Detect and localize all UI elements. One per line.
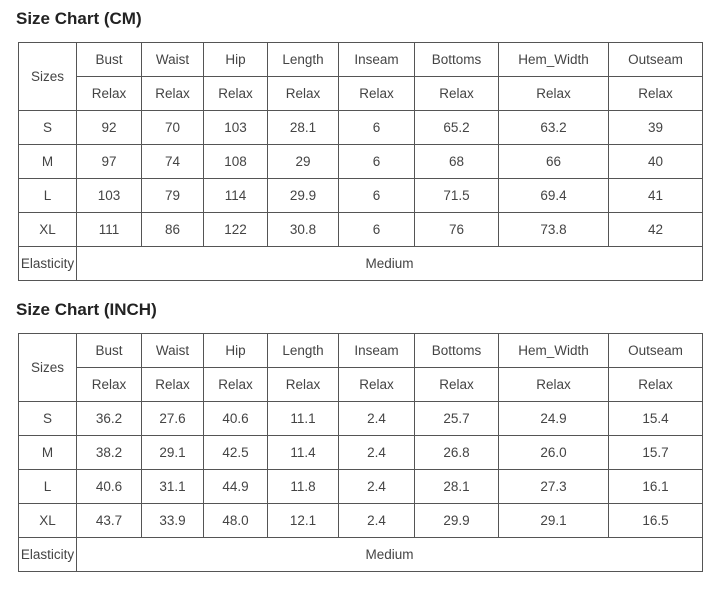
table-row	[19, 179, 703, 213]
measurement-header-cell: Bottoms	[415, 334, 499, 368]
measurement-value-cell: 73.8	[499, 213, 609, 247]
size-label-cell: XL	[19, 213, 77, 247]
measurement-value-cell: 16.1	[609, 470, 703, 504]
measurement-value-cell: 40.6	[77, 470, 142, 504]
measurement-value-cell: 92	[77, 111, 142, 145]
size-label-cell: S	[19, 402, 77, 436]
measurement-value-cell: 63.2	[499, 111, 609, 145]
measurement-value-cell: 122	[204, 213, 268, 247]
measurement-header-cell: Length	[268, 334, 339, 368]
fit-cell: Relax	[415, 77, 499, 111]
elasticity-label-cell: Elasticity	[19, 538, 77, 572]
measurement-header-cell: Hem_Width	[499, 43, 609, 77]
measurement-value-cell: 39	[609, 111, 703, 145]
elasticity-row	[19, 247, 703, 281]
measurement-value-cell: 41	[609, 179, 703, 213]
header-row	[19, 43, 703, 77]
table-row	[19, 402, 703, 436]
measurement-value-cell: 69.4	[499, 179, 609, 213]
fit-cell: Relax	[339, 77, 415, 111]
measurement-value-cell: 31.1	[142, 470, 204, 504]
measurement-header-cell: Waist	[142, 334, 204, 368]
size-chart-inch-table	[18, 333, 703, 572]
measurement-header-cell: Inseam	[339, 43, 415, 77]
elasticity-label-cell: Elasticity	[19, 247, 77, 281]
measurement-value-cell: 97	[77, 145, 142, 179]
size-label-cell: M	[19, 436, 77, 470]
measurement-value-cell: 27.3	[499, 470, 609, 504]
measurement-value-cell: 103	[77, 179, 142, 213]
measurement-value-cell: 15.4	[609, 402, 703, 436]
fit-cell: Relax	[339, 368, 415, 402]
measurement-value-cell: 2.4	[339, 470, 415, 504]
measurement-value-cell: 2.4	[339, 402, 415, 436]
size-chart-inch-title: Size Chart (INCH)	[16, 300, 157, 319]
elasticity-value-cell: Medium	[77, 247, 703, 281]
header-row	[19, 334, 703, 368]
fit-cell: Relax	[499, 77, 609, 111]
measurement-value-cell: 2.4	[339, 504, 415, 538]
fit-cell: Relax	[204, 77, 268, 111]
measurement-value-cell: 29.1	[142, 436, 204, 470]
sizes-header-cell: Sizes	[19, 334, 77, 402]
measurement-value-cell: 76	[415, 213, 499, 247]
measurement-header-cell: Bust	[77, 43, 142, 77]
measurement-value-cell: 28.1	[415, 470, 499, 504]
measurement-value-cell: 11.4	[268, 436, 339, 470]
measurement-header-cell: Length	[268, 43, 339, 77]
measurement-value-cell: 79	[142, 179, 204, 213]
measurement-value-cell: 42	[609, 213, 703, 247]
measurement-value-cell: 6	[339, 145, 415, 179]
measurement-value-cell: 74	[142, 145, 204, 179]
measurement-value-cell: 29.9	[415, 504, 499, 538]
measurement-value-cell: 27.6	[142, 402, 204, 436]
fit-cell: Relax	[415, 368, 499, 402]
measurement-value-cell: 86	[142, 213, 204, 247]
measurement-value-cell: 30.8	[268, 213, 339, 247]
fit-cell: Relax	[142, 77, 204, 111]
measurement-value-cell: 12.1	[268, 504, 339, 538]
measurement-header-cell: Bust	[77, 334, 142, 368]
fit-row	[19, 77, 703, 111]
measurement-value-cell: 28.1	[268, 111, 339, 145]
measurement-value-cell: 65.2	[415, 111, 499, 145]
measurement-value-cell: 6	[339, 179, 415, 213]
measurement-value-cell: 26.8	[415, 436, 499, 470]
measurement-header-cell: Outseam	[609, 43, 703, 77]
measurement-value-cell: 2.4	[339, 436, 415, 470]
fit-cell: Relax	[499, 368, 609, 402]
table-row	[19, 111, 703, 145]
table-row	[19, 470, 703, 504]
measurement-header-cell: Hip	[204, 334, 268, 368]
measurement-value-cell: 29	[268, 145, 339, 179]
measurement-value-cell: 70	[142, 111, 204, 145]
measurement-value-cell: 108	[204, 145, 268, 179]
measurement-value-cell: 111	[77, 213, 142, 247]
measurement-value-cell: 66	[499, 145, 609, 179]
size-chart-cm-table	[18, 42, 703, 281]
measurement-value-cell: 40.6	[204, 402, 268, 436]
elasticity-value-cell: Medium	[77, 538, 703, 572]
measurement-value-cell: 48.0	[204, 504, 268, 538]
table-row	[19, 436, 703, 470]
measurement-value-cell: 71.5	[415, 179, 499, 213]
measurement-header-cell: Bottoms	[415, 43, 499, 77]
measurement-value-cell: 29.1	[499, 504, 609, 538]
fit-cell: Relax	[268, 77, 339, 111]
fit-cell: Relax	[609, 368, 703, 402]
measurement-value-cell: 16.5	[609, 504, 703, 538]
measurement-value-cell: 33.9	[142, 504, 204, 538]
elasticity-row	[19, 538, 703, 572]
measurement-value-cell: 29.9	[268, 179, 339, 213]
measurement-value-cell: 43.7	[77, 504, 142, 538]
fit-cell: Relax	[142, 368, 204, 402]
measurement-value-cell: 38.2	[77, 436, 142, 470]
measurement-value-cell: 68	[415, 145, 499, 179]
measurement-header-cell: Hip	[204, 43, 268, 77]
measurement-value-cell: 44.9	[204, 470, 268, 504]
measurement-value-cell: 25.7	[415, 402, 499, 436]
size-label-cell: L	[19, 470, 77, 504]
measurement-value-cell: 6	[339, 213, 415, 247]
fit-row	[19, 368, 703, 402]
fit-cell: Relax	[609, 77, 703, 111]
size-label-cell: S	[19, 111, 77, 145]
measurement-value-cell: 36.2	[77, 402, 142, 436]
size-label-cell: L	[19, 179, 77, 213]
table-row	[19, 213, 703, 247]
table-row	[19, 145, 703, 179]
measurement-value-cell: 103	[204, 111, 268, 145]
measurement-value-cell: 114	[204, 179, 268, 213]
measurement-value-cell: 6	[339, 111, 415, 145]
measurement-value-cell: 15.7	[609, 436, 703, 470]
fit-cell: Relax	[204, 368, 268, 402]
measurement-value-cell: 42.5	[204, 436, 268, 470]
measurement-header-cell: Waist	[142, 43, 204, 77]
measurement-value-cell: 11.1	[268, 402, 339, 436]
size-label-cell: M	[19, 145, 77, 179]
measurement-value-cell: 26.0	[499, 436, 609, 470]
measurement-value-cell: 40	[609, 145, 703, 179]
measurement-header-cell: Inseam	[339, 334, 415, 368]
measurement-value-cell: 24.9	[499, 402, 609, 436]
measurement-value-cell: 11.8	[268, 470, 339, 504]
measurement-header-cell: Hem_Width	[499, 334, 609, 368]
fit-cell: Relax	[77, 368, 142, 402]
sizes-header-cell: Sizes	[19, 43, 77, 111]
size-label-cell: XL	[19, 504, 77, 538]
measurement-header-cell: Outseam	[609, 334, 703, 368]
size-chart-cm-title: Size Chart (CM)	[16, 9, 142, 28]
fit-cell: Relax	[77, 77, 142, 111]
table-row	[19, 504, 703, 538]
fit-cell: Relax	[268, 368, 339, 402]
